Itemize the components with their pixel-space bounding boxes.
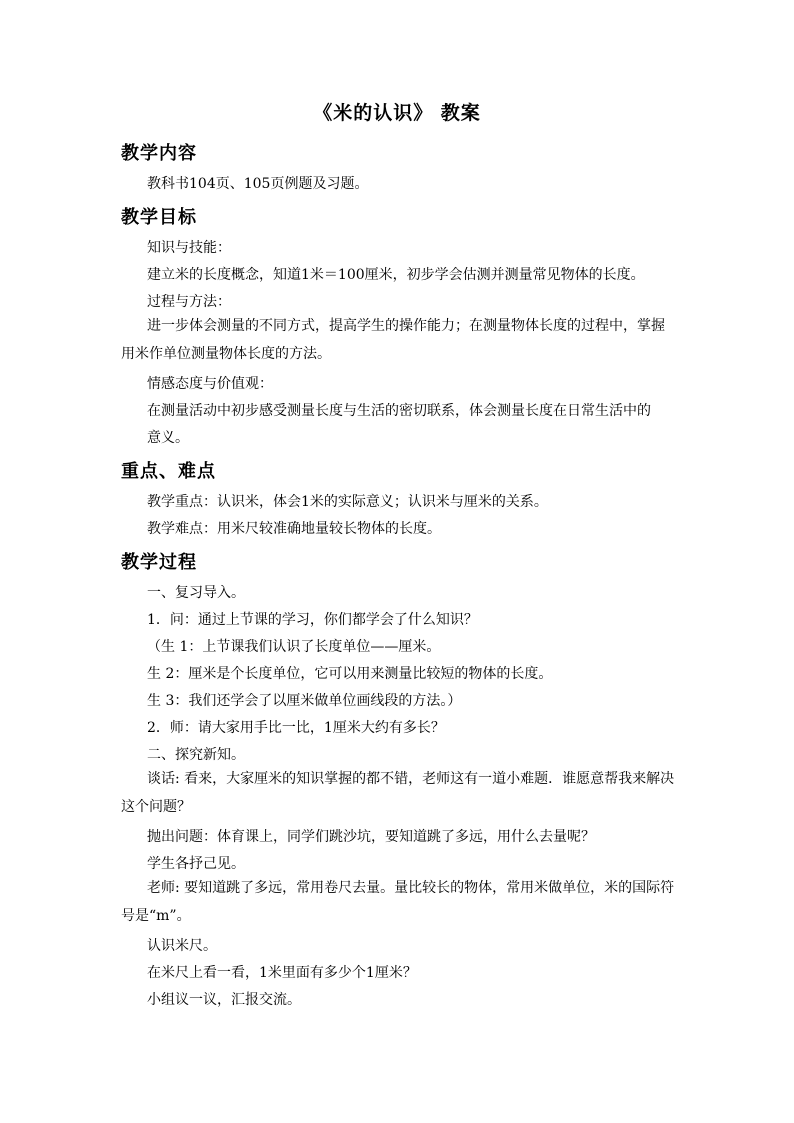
- heading-teaching-goals: 教学目标: [121, 207, 197, 228]
- paragraph: 过程与方法：: [147, 294, 231, 310]
- heading-teaching-process: 教学过程: [121, 552, 197, 573]
- heading-key-points: 重点、难点: [121, 461, 216, 482]
- paragraph: 教学重点：认识米，体会1米的实际意义；认识米与厘米的关系。: [147, 494, 548, 510]
- paragraph: 知识与技能：: [147, 240, 231, 256]
- heading-teaching-content: 教学内容: [121, 143, 197, 164]
- document-title: 《米的认识》 教案: [313, 102, 481, 124]
- paragraph: 生 2：厘米是个长度单位，它可以用来测量比较短的物体的长度。: [147, 666, 553, 682]
- paragraph: 教科书104页、105页例题及习题。: [147, 176, 369, 192]
- paragraph: 进一步体会测量的不同方式，提高学生的操作能力；在测量物体长度的过程中，掌握用米作单位测量物体长度的方法。: [121, 318, 665, 362]
- paragraph: 1．问：通过上节课的学习，你们都学会了什么知识？: [147, 612, 478, 628]
- paragraph: 教学难点：用米尺较准确地量较长物体的长度。: [147, 521, 441, 537]
- paragraph: 意义。: [147, 430, 189, 446]
- paragraph: 学生各抒己见。: [147, 856, 245, 872]
- paragraph: 在测量活动中初步感受测量长度与生活的密切联系，体会测量长度在日常生活中的: [147, 403, 651, 419]
- paragraph: （生 1：上节课我们认识了长度单位——厘米。: [147, 639, 441, 655]
- paragraph: 二、探究新知。: [147, 747, 245, 763]
- paragraph: 情感态度与价值观：: [147, 376, 273, 392]
- paragraph: 抛出问题：体育课上，同学们跳沙坑，要知道跳了多远，用什么去量呢？: [147, 829, 595, 845]
- paragraph: 认识米尺。: [147, 938, 217, 954]
- paragraph: 建立米的长度概念，知道1米＝100厘米，初步学会估测并测量常见物体的长度。: [147, 267, 645, 283]
- paragraph: 一、复习导入。: [147, 585, 245, 601]
- paragraph: 在米尺上看一看，1米里面有多少个1厘米？: [147, 965, 417, 981]
- paragraph: 谈话: 看来，大家厘米的知识掌握的都不错，老师这有一道小难题．谁愿意帮我来解决这个问题？: [121, 771, 675, 815]
- paragraph: 老师: 要知道跳了多远，常用卷尺去量。量比较长的物体，常用米做单位，米的国际符号是“m”。: [121, 880, 675, 924]
- paragraph: 小组议一议，汇报交流。: [147, 992, 301, 1008]
- paragraph: 生 3：我们还学会了以厘米做单位画线段的方法。）: [147, 693, 462, 709]
- paragraph: 2．师：请大家用手比一比，1厘米大约有多长？: [147, 720, 445, 736]
